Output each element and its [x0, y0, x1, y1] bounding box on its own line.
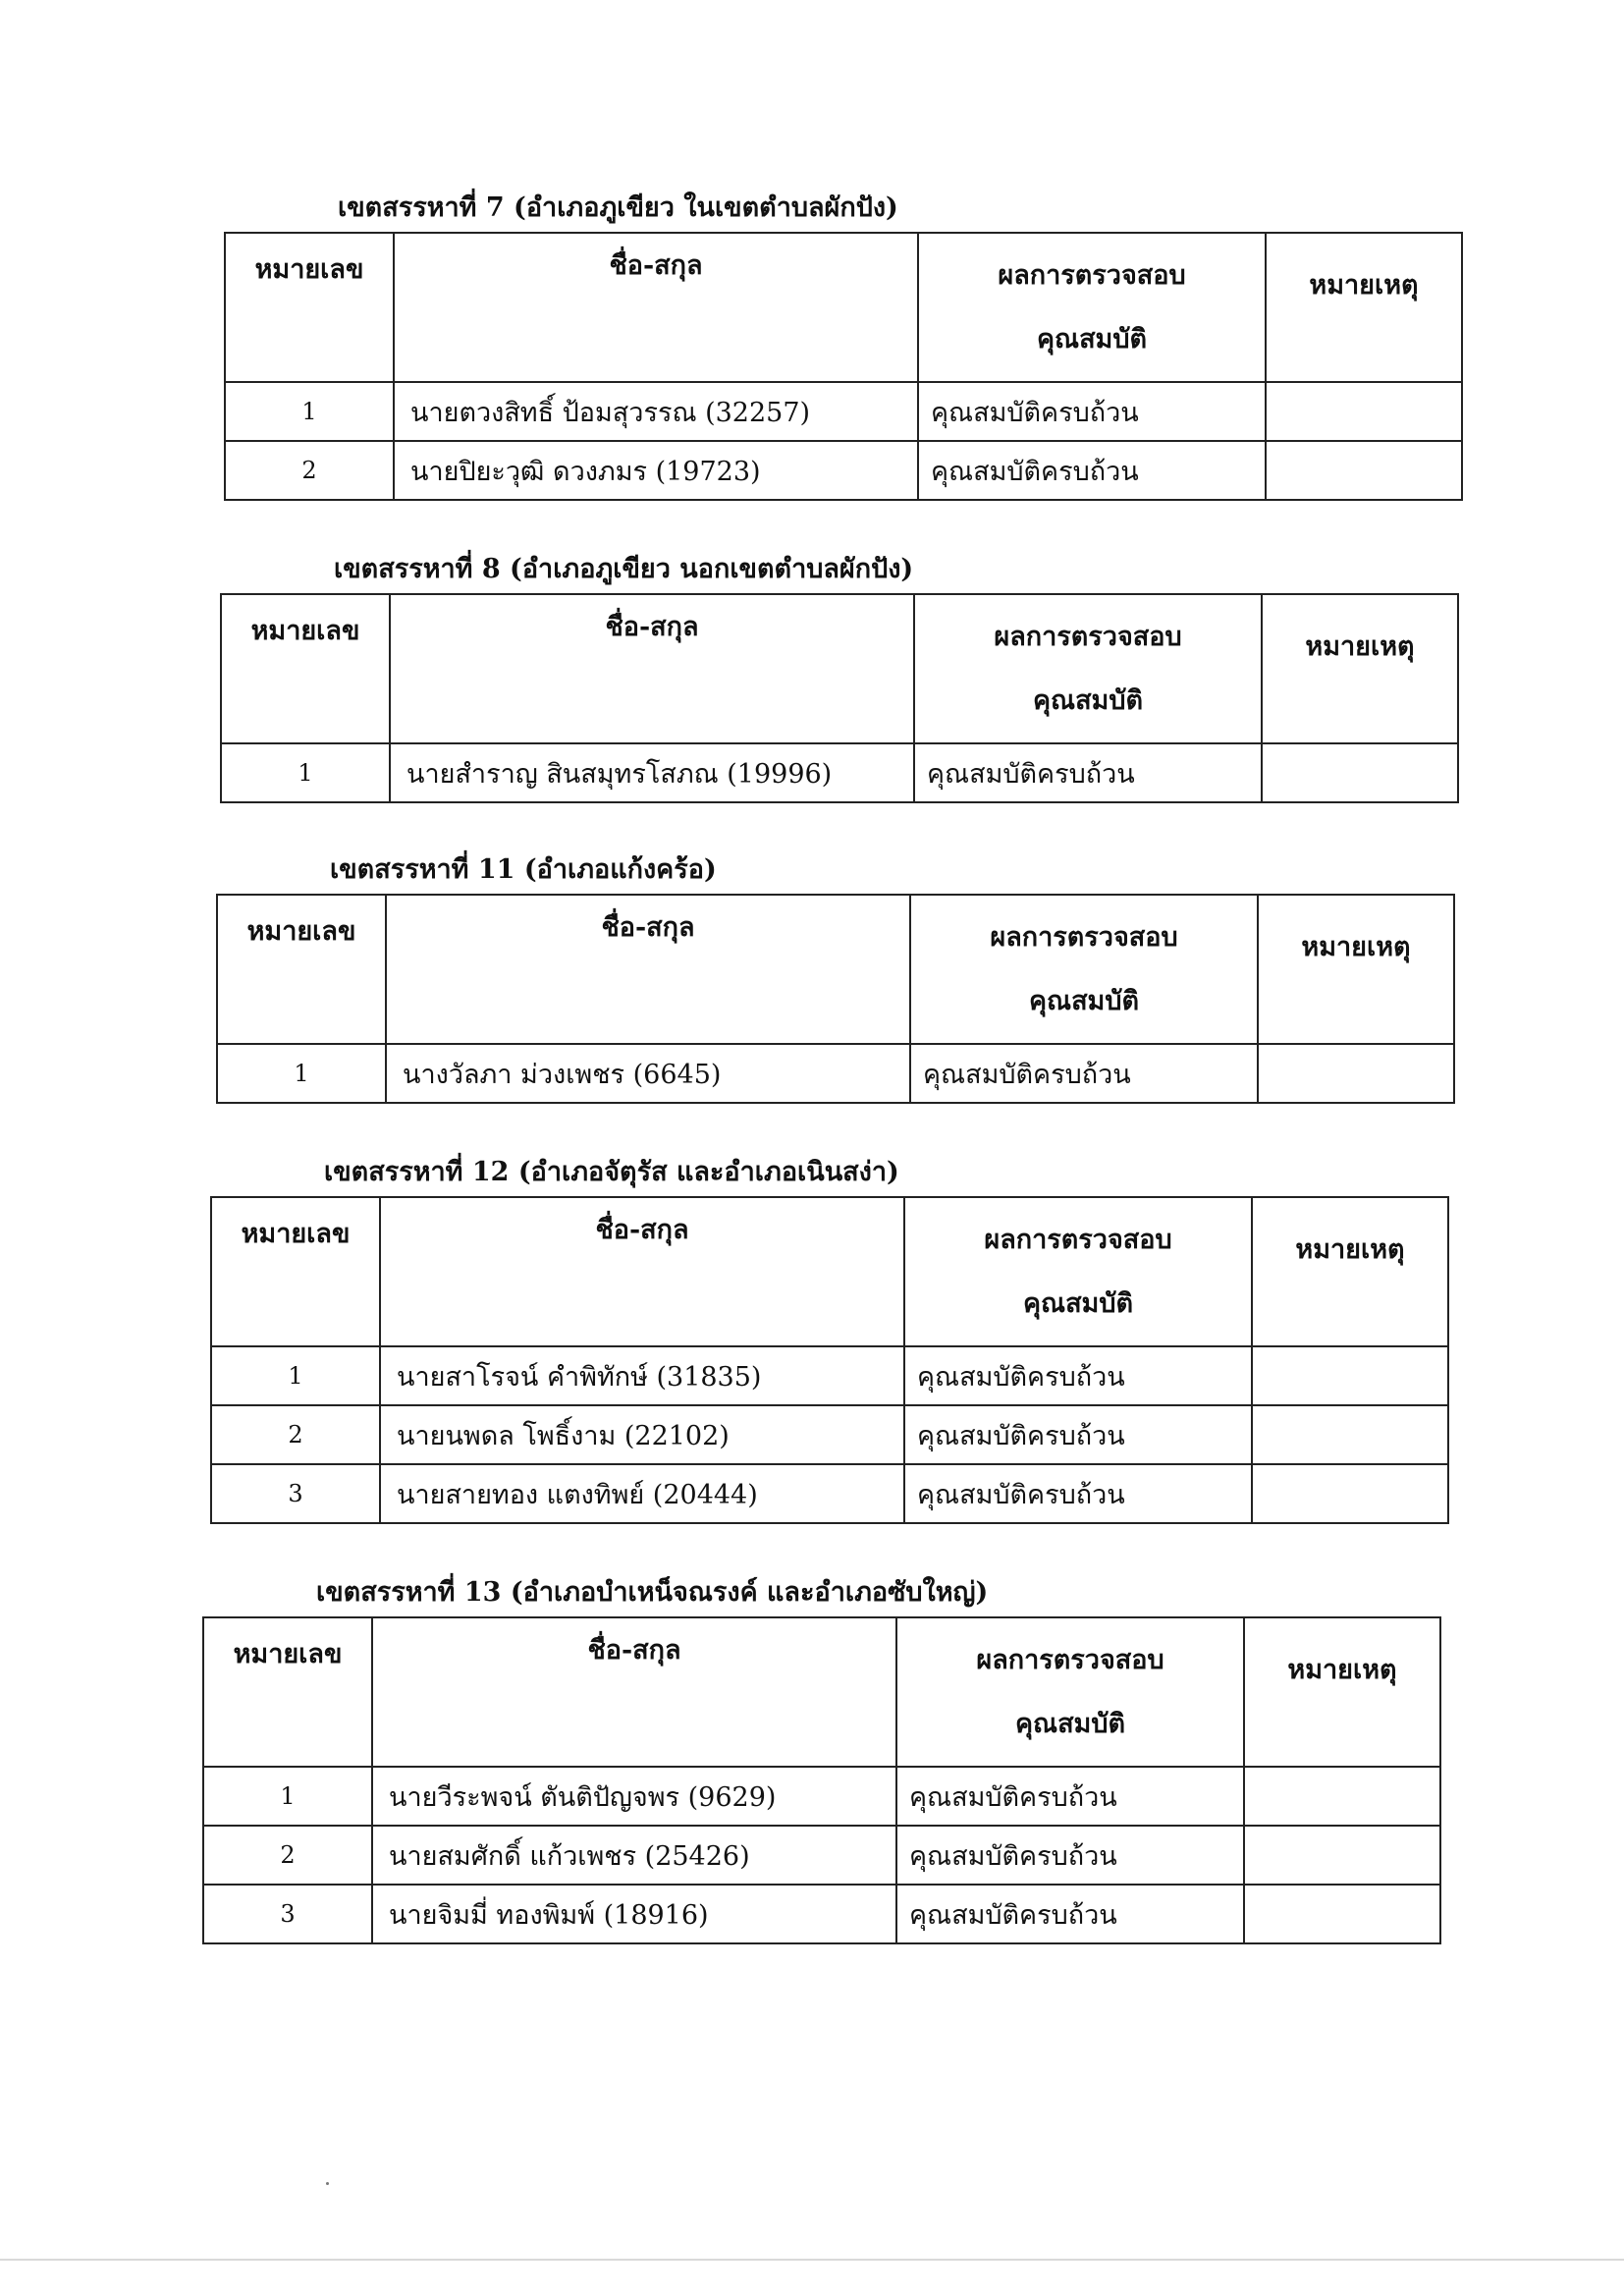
table-header-row: [221, 594, 1458, 743]
table-header-row: [217, 895, 1454, 1044]
header-name: ชื่อ-สกุล: [390, 594, 914, 743]
header-name: ชื่อ-สกุล: [380, 1197, 904, 1346]
cell-number: 2: [203, 1826, 372, 1885]
section-title: เขตสรรหาที่ 8 (อำเภอภูเขียว นอกเขตตำบลผักปัง): [334, 554, 914, 584]
table-header-row: [203, 1617, 1440, 1767]
header-result: ผลการตรวจสอบ คุณสมบัติ: [896, 1617, 1244, 1767]
cell-name: นายสาโรจน์ คำพิทักษ์ (31835): [380, 1346, 904, 1405]
cell-result: คุณสมบัติครบถ้วน: [918, 382, 1266, 441]
cell-number: 1: [203, 1767, 372, 1826]
candidate-table: [224, 232, 1463, 501]
table-row: [211, 1405, 1448, 1464]
table-header-row: [211, 1197, 1448, 1346]
cell-result: คุณสมบัติครบถ้วน: [910, 1044, 1258, 1103]
table-row: [203, 1885, 1440, 1943]
cell-result: คุณสมบัติครบถ้วน: [918, 441, 1266, 500]
cell-name: นายตวงสิทธิ์ ป้อมสุวรรณ (32257): [394, 382, 918, 441]
section-district-11: [216, 847, 1453, 1104]
cell-remark: [1244, 1885, 1440, 1943]
cell-number: 3: [203, 1885, 372, 1943]
header-remark: หมายเหตุ: [1244, 1617, 1440, 1767]
header-result: ผลการตรวจสอบ คุณสมบัติ: [904, 1197, 1252, 1346]
cell-result: คุณสมบัติครบถ้วน: [904, 1464, 1252, 1523]
cell-name: นางวัลภา ม่วงเพชร (6645): [386, 1044, 910, 1103]
header-number: หมายเลข: [217, 895, 386, 1044]
scan-speck: [326, 2182, 329, 2185]
cell-number: 1: [221, 743, 390, 802]
cell-remark: [1252, 1464, 1448, 1523]
section-district-7: [224, 185, 1461, 501]
cell-result: คุณสมบัติครบถ้วน: [904, 1346, 1252, 1405]
section-title: เขตสรรหาที่ 12 (อำเภอจัตุรัส และอำเภอเนินสง่า): [324, 1157, 899, 1187]
cell-result: คุณสมบัติครบถ้วน: [896, 1826, 1244, 1885]
cell-number: 1: [211, 1346, 380, 1405]
header-name: ชื่อ-สกุล: [372, 1617, 896, 1767]
cell-name: นายสมศักดิ์ แก้วเพชร (25426): [372, 1826, 896, 1885]
header-number: หมายเลข: [225, 233, 394, 382]
cell-name: นายสายทอง แตงทิพย์ (20444): [380, 1464, 904, 1523]
cell-remark: [1252, 1405, 1448, 1464]
cell-number: 3: [211, 1464, 380, 1523]
cell-result: คุณสมบัติครบถ้วน: [896, 1885, 1244, 1943]
cell-remark: [1258, 1044, 1454, 1103]
header-remark: หมายเหตุ: [1258, 895, 1454, 1044]
header-number: หมายเลข: [221, 594, 390, 743]
header-remark: หมายเหตุ: [1252, 1197, 1448, 1346]
table-row: [211, 1346, 1448, 1405]
table-row: [221, 743, 1458, 802]
header-remark: หมายเหตุ: [1262, 594, 1458, 743]
table-row: [217, 1044, 1454, 1103]
header-remark: หมายเหตุ: [1266, 233, 1462, 382]
cell-remark: [1244, 1767, 1440, 1826]
cell-name: นายวีระพจน์ ตันติปัญจพร (9629): [372, 1767, 896, 1826]
section-title: เขตสรรหาที่ 11 (อำเภอแก้งคร้อ): [330, 854, 717, 885]
cell-name: นายนพดล โพธิ์งาม (22102): [380, 1405, 904, 1464]
table-row: [211, 1464, 1448, 1523]
table-row: [225, 382, 1462, 441]
candidate-table: [210, 1196, 1449, 1524]
section-district-13: [202, 1569, 1439, 1944]
cell-remark: [1262, 743, 1458, 802]
table-row: [203, 1767, 1440, 1826]
table-row: [203, 1826, 1440, 1885]
cell-remark: [1266, 382, 1462, 441]
header-number: หมายเลข: [203, 1617, 372, 1767]
section-title: เขตสรรหาที่ 7 (อำเภอภูเขียว ในเขตตำบลผักปัง): [338, 192, 898, 223]
cell-name: นายจิมมี่ ทองพิมพ์ (18916): [372, 1885, 896, 1943]
scan-edge-line: [0, 2259, 1624, 2261]
cell-remark: [1266, 441, 1462, 500]
cell-name: นายปิยะวุฒิ ดวงภมร (19723): [394, 441, 918, 500]
header-result: ผลการตรวจสอบ คุณสมบัติ: [914, 594, 1262, 743]
candidate-table: [220, 593, 1459, 803]
cell-number: 2: [225, 441, 394, 500]
header-name: ชื่อ-สกุล: [394, 233, 918, 382]
cell-remark: [1244, 1826, 1440, 1885]
cell-remark: [1252, 1346, 1448, 1405]
cell-number: 1: [217, 1044, 386, 1103]
header-name: ชื่อ-สกุล: [386, 895, 910, 1044]
cell-number: 1: [225, 382, 394, 441]
section-title: เขตสรรหาที่ 13 (อำเภอบำเหน็จณรงค์ และอำเภอซับใหญ่): [316, 1577, 989, 1608]
cell-number: 2: [211, 1405, 380, 1464]
candidate-table: [202, 1616, 1441, 1944]
header-result: ผลการตรวจสอบ คุณสมบัติ: [910, 895, 1258, 1044]
header-number: หมายเลข: [211, 1197, 380, 1346]
section-district-12: [210, 1149, 1447, 1524]
cell-result: คุณสมบัติครบถ้วน: [914, 743, 1262, 802]
section-district-8: [220, 546, 1457, 803]
table-row: [225, 441, 1462, 500]
cell-result: คุณสมบัติครบถ้วน: [904, 1405, 1252, 1464]
cell-name: นายสำราญ สินสมุทรโสภณ (19996): [390, 743, 914, 802]
candidate-table: [216, 894, 1455, 1104]
table-header-row: [225, 233, 1462, 382]
header-result: ผลการตรวจสอบ คุณสมบัติ: [918, 233, 1266, 382]
cell-result: คุณสมบัติครบถ้วน: [896, 1767, 1244, 1826]
